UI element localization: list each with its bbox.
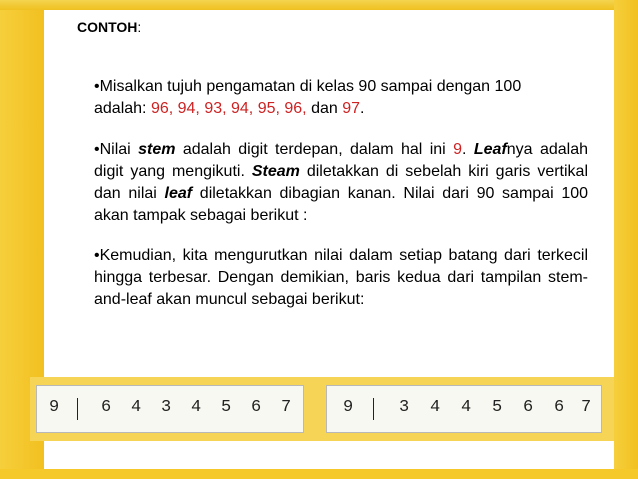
p2-t6: diletakkan dibagian kanan. Nilai dari 90 sampai 100 akan tampak sebagai berikut :: [94, 185, 589, 224]
right-accent-bar: [614, 0, 638, 479]
sorted-leaf: 5: [492, 398, 503, 417]
sorted-leaf: 4: [430, 398, 441, 417]
sorted-leaf: 4: [461, 398, 472, 417]
p2-steam: Steam: [251, 163, 300, 180]
p2-nine: 9: [453, 141, 463, 158]
p1-dan: dan: [306, 100, 343, 117]
p2-t2: adalah digit terdepan, dalam hal ini: [175, 141, 454, 158]
unsorted-leaf: 4: [131, 398, 142, 417]
sorted-leaf: 3: [399, 398, 410, 417]
paragraph-stem-leaf-definition: [94, 139, 588, 227]
sorted-leaf: 6: [523, 398, 534, 417]
slide-heading: [77, 19, 141, 35]
p1-prefix: adalah:: [94, 100, 151, 117]
p1-period: .: [360, 100, 365, 117]
sorted-leaf: 6: [554, 398, 565, 417]
p2-stem: stem: [138, 141, 176, 158]
unsorted-leaf: 5: [221, 398, 232, 417]
unsorted-leaf: 7: [281, 398, 292, 417]
unsorted-leaf: 6: [251, 398, 262, 417]
unsorted-leaf: 4: [191, 398, 202, 417]
stem-leaf-unsorted: [36, 385, 304, 433]
sorted-stem: 9: [343, 398, 354, 417]
unsorted-divider: [77, 398, 78, 420]
heading-label: CONTOH: [77, 19, 138, 35]
bottom-accent-bar: [0, 469, 638, 479]
unsorted-leaf: 6: [101, 398, 112, 417]
sorted-leaf: 7: [581, 398, 592, 417]
p2-t3: .: [462, 141, 474, 158]
p1-last-value: 97: [342, 100, 361, 117]
sorted-divider: [373, 398, 374, 420]
heading-colon: :: [137, 19, 142, 35]
p2-leaf2: leaf: [164, 185, 193, 202]
p2-t1: •Nilai: [94, 141, 139, 158]
p2-t5: diletakkan di sebelah kiri garis vertikal dan nilai: [94, 163, 588, 202]
paragraph-observations: [94, 76, 588, 120]
paragraph-sorting: •Kemudian, kita mengurutkan nilai dalam setiap batang dari terkecil hingga terbesar. Dengan demikian, baris kedua dari tampilan stem-and-leaf akan muncul sebagai berikut:: [94, 247, 588, 308]
p2-t4: nya adalah digit yang mengikuti.: [94, 141, 589, 180]
p1-values: 96, 94, 93, 94, 95, 96,: [150, 100, 307, 117]
unsorted-leaf: 3: [161, 398, 172, 417]
p1-line1: •Misalkan tujuh pengamatan di kelas 90 sampai dengan 100: [94, 78, 522, 95]
stem-leaf-sorted: [326, 385, 602, 433]
top-accent-bar: [0, 0, 638, 10]
p2-leaf: Leaf: [473, 141, 507, 158]
unsorted-stem: 9: [49, 398, 60, 417]
